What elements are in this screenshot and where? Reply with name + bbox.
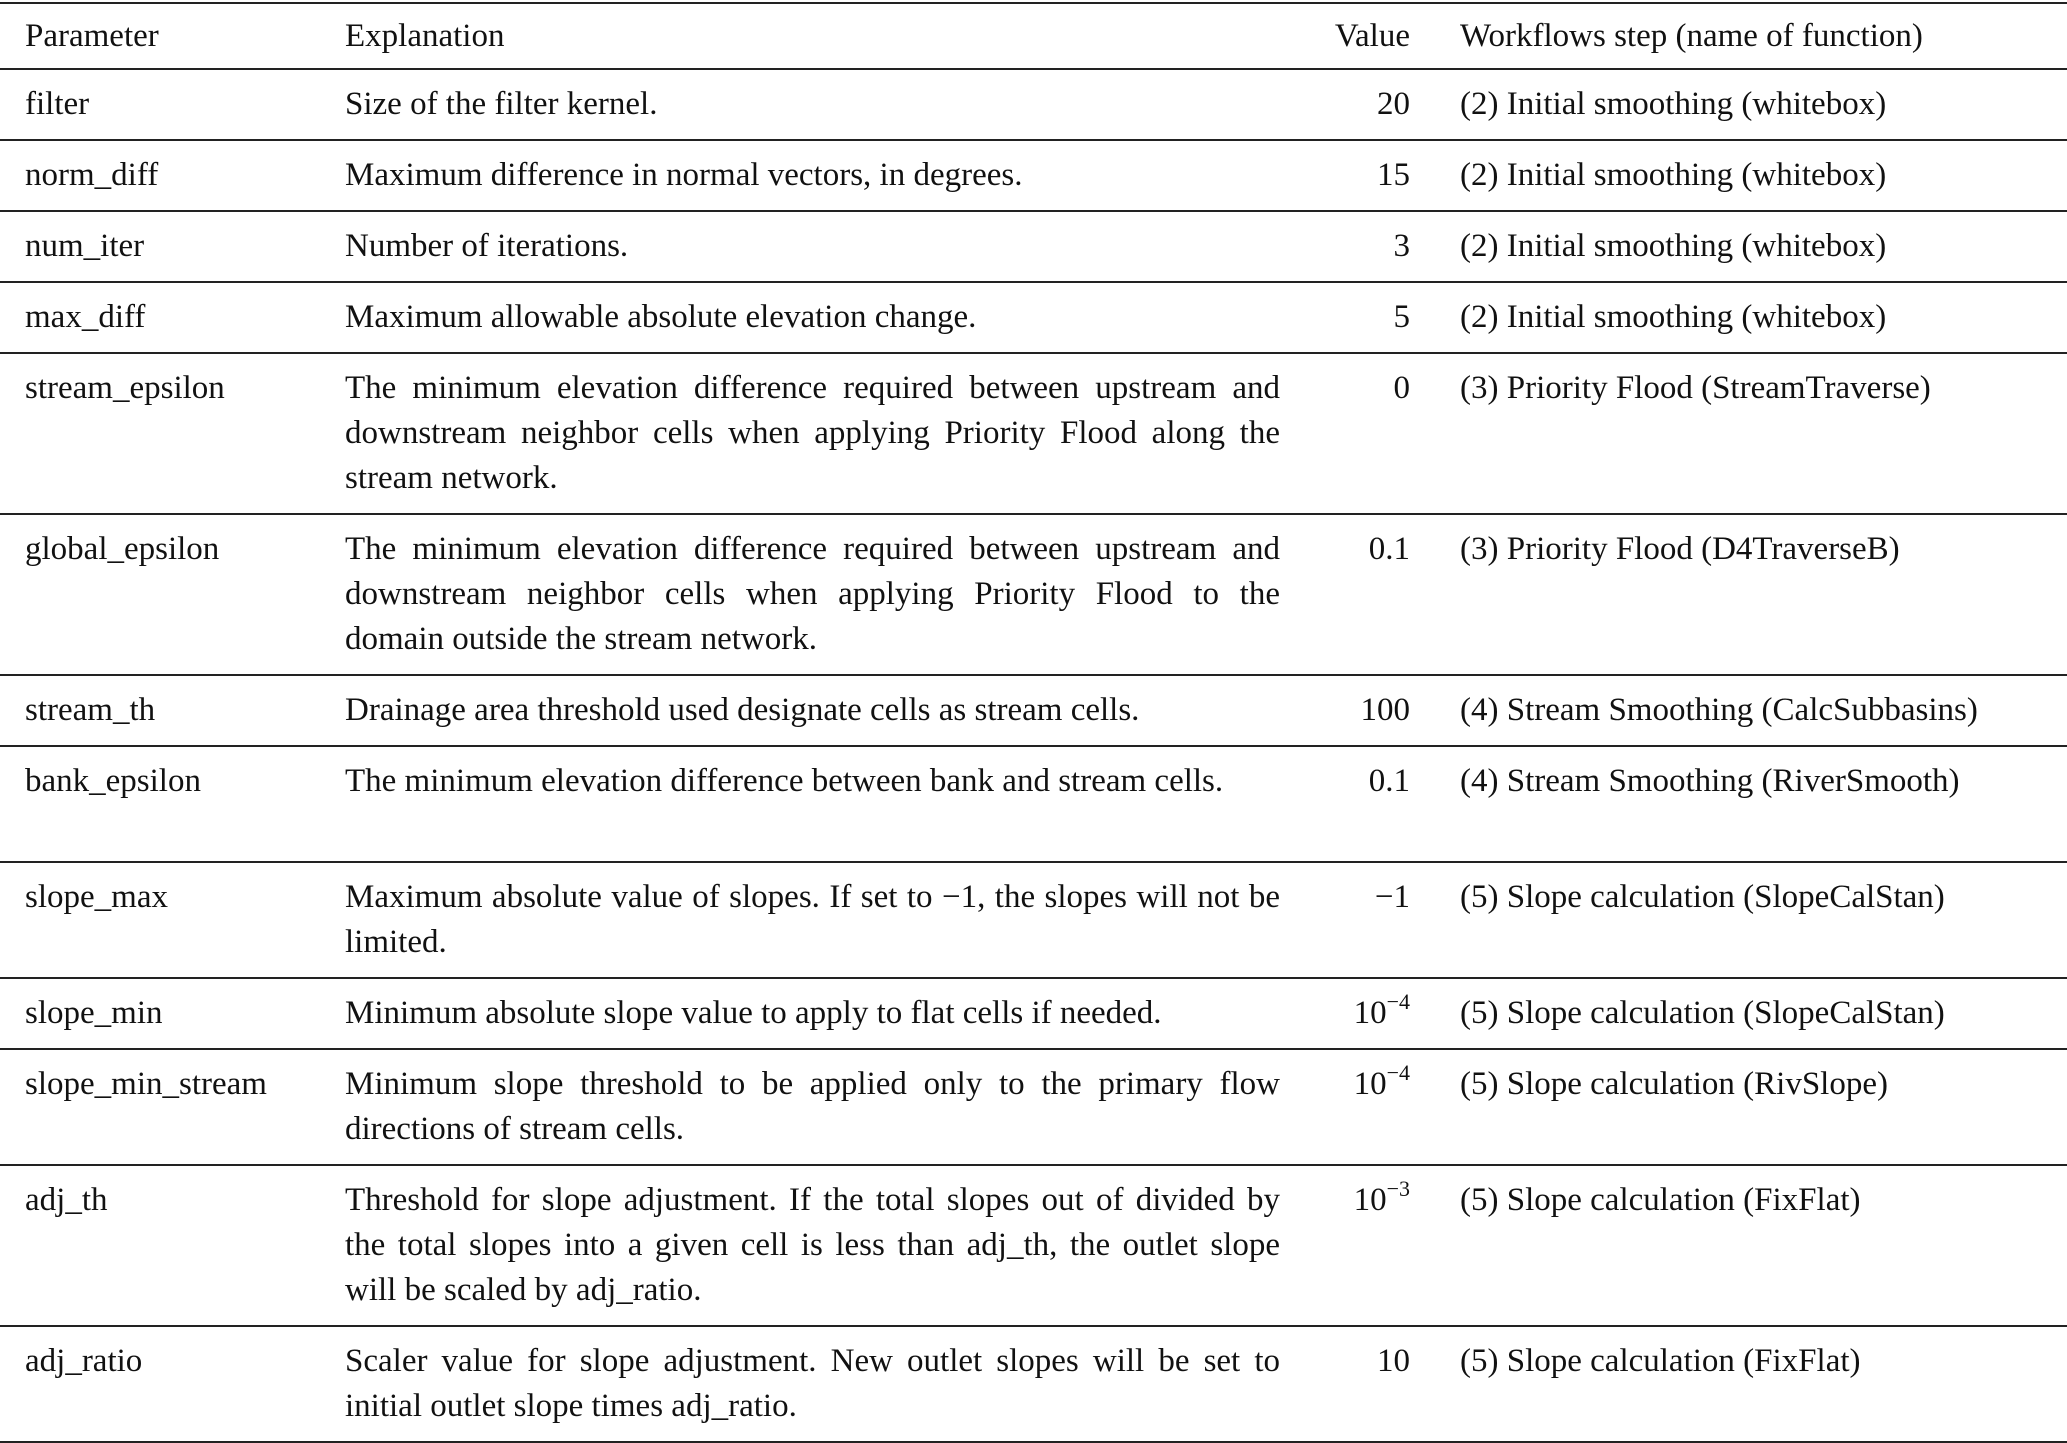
cell-value bbox=[1280, 211, 1410, 282]
cell-workflow: (2) Initial smoothing (whitebox) bbox=[1410, 282, 2067, 353]
header-parameter: Parameter bbox=[0, 3, 345, 69]
cell-value bbox=[1280, 1165, 1410, 1326]
cell-parameter: slope_min_stream bbox=[0, 1049, 345, 1165]
cell-workflow: (4) Stream Smoothing (RiverSmooth) bbox=[1410, 746, 2067, 862]
cell-parameter: slope_max bbox=[0, 862, 345, 978]
cell-workflow: (5) Slope calculation (SlopeCalStan) bbox=[1410, 978, 2067, 1049]
cell-explanation: The minimum elevation difference required between upstream and downstream neighbor cells when applying Priority Flood along the stream network. bbox=[345, 353, 1280, 514]
table-row bbox=[0, 69, 2067, 140]
cell-parameter: adj_ratio bbox=[0, 1326, 345, 1442]
cell-explanation: Scaler value for slope adjustment. New outlet slopes will be set to initial outlet slope times adj_ratio. bbox=[345, 1326, 1280, 1442]
cell-workflow: (2) Initial smoothing (whitebox) bbox=[1410, 140, 2067, 211]
table-row bbox=[0, 1049, 2067, 1165]
value-base: 20 bbox=[1377, 86, 1410, 122]
value-base: 0.1 bbox=[1368, 531, 1410, 567]
cell-parameter: norm_diff bbox=[0, 140, 345, 211]
table-row bbox=[0, 675, 2067, 746]
cell-explanation: Maximum absolute value of slopes. If set to −1, the slopes will not be limited. bbox=[345, 862, 1280, 978]
cell-value bbox=[1280, 862, 1410, 978]
value-base: 10 bbox=[1377, 1343, 1410, 1379]
table-row bbox=[0, 282, 2067, 353]
cell-explanation: Number of iterations. bbox=[345, 211, 1280, 282]
table-row bbox=[0, 978, 2067, 1049]
cell-value bbox=[1280, 1049, 1410, 1165]
table-row bbox=[0, 1165, 2067, 1326]
cell-explanation: The minimum elevation difference required between upstream and downstream neighbor cells when applying Priority Flood to the domain outside the stream network. bbox=[345, 514, 1280, 675]
cell-value bbox=[1280, 746, 1410, 862]
value-base: −1 bbox=[1374, 879, 1410, 915]
table-header-row bbox=[0, 3, 2067, 69]
cell-parameter: stream_th bbox=[0, 675, 345, 746]
cell-explanation: Size of the filter kernel. bbox=[345, 69, 1280, 140]
value-base: 15 bbox=[1377, 157, 1410, 193]
cell-workflow: (3) Priority Flood (StreamTraverse) bbox=[1410, 353, 2067, 514]
header-workflow: Workflows step (name of function) bbox=[1410, 3, 2067, 69]
cell-parameter: bank_epsilon bbox=[0, 746, 345, 862]
value-base: 10 bbox=[1353, 1066, 1387, 1102]
cell-workflow: (4) Stream Smoothing (CalcSubbasins) bbox=[1410, 675, 2067, 746]
value-exponent: −3 bbox=[1386, 1176, 1410, 1201]
cell-parameter: max_diff bbox=[0, 282, 345, 353]
cell-value bbox=[1280, 69, 1410, 140]
cell-value bbox=[1280, 282, 1410, 353]
table-row bbox=[0, 1326, 2067, 1442]
cell-parameter: stream_epsilon bbox=[0, 353, 345, 514]
header-explanation: Explanation bbox=[345, 3, 1280, 69]
cell-parameter: adj_th bbox=[0, 1165, 345, 1326]
table-row bbox=[0, 211, 2067, 282]
value-base: 10 bbox=[1353, 1182, 1387, 1218]
cell-workflow: (5) Slope calculation (RivSlope) bbox=[1410, 1049, 2067, 1165]
cell-value bbox=[1280, 353, 1410, 514]
cell-value bbox=[1280, 514, 1410, 675]
cell-explanation: The minimum elevation difference between bank and stream cells. bbox=[345, 746, 1280, 862]
value-exponent: −4 bbox=[1386, 1060, 1410, 1085]
cell-workflow: (5) Slope calculation (SlopeCalStan) bbox=[1410, 862, 2067, 978]
cell-explanation: Minimum absolute slope value to apply to flat cells if needed. bbox=[345, 978, 1280, 1049]
value-base: 0.1 bbox=[1368, 763, 1410, 799]
table-row bbox=[0, 140, 2067, 211]
value-base: 5 bbox=[1393, 299, 1410, 335]
header-value: Value bbox=[1280, 3, 1410, 69]
table-row bbox=[0, 862, 2067, 978]
table-row bbox=[0, 746, 2067, 862]
cell-explanation: Maximum difference in normal vectors, in degrees. bbox=[345, 140, 1280, 211]
cell-parameter: filter bbox=[0, 69, 345, 140]
table-row bbox=[0, 353, 2067, 514]
cell-explanation: Minimum slope threshold to be applied only to the primary flow directions of stream cells. bbox=[345, 1049, 1280, 1165]
value-base: 3 bbox=[1393, 228, 1410, 264]
cell-explanation: Drainage area threshold used designate cells as stream cells. bbox=[345, 675, 1280, 746]
cell-value bbox=[1280, 140, 1410, 211]
value-base: 0 bbox=[1393, 370, 1410, 406]
cell-value bbox=[1280, 675, 1410, 746]
cell-explanation: Threshold for slope adjustment. If the total slopes out of divided by the total slopes into a given cell is less than adj_th, the outlet slope will be scaled by adj_ratio. bbox=[345, 1165, 1280, 1326]
table-row bbox=[0, 514, 2067, 675]
cell-parameter: global_epsilon bbox=[0, 514, 345, 675]
cell-parameter: num_iter bbox=[0, 211, 345, 282]
cell-workflow: (2) Initial smoothing (whitebox) bbox=[1410, 211, 2067, 282]
parameter-table bbox=[0, 2, 2067, 1443]
value-base: 10 bbox=[1353, 995, 1387, 1031]
cell-workflow: (2) Initial smoothing (whitebox) bbox=[1410, 69, 2067, 140]
cell-parameter: slope_min bbox=[0, 978, 345, 1049]
cell-value bbox=[1280, 1326, 1410, 1442]
cell-workflow: (5) Slope calculation (FixFlat) bbox=[1410, 1165, 2067, 1326]
cell-workflow: (5) Slope calculation (FixFlat) bbox=[1410, 1326, 2067, 1442]
value-base: 100 bbox=[1360, 692, 1410, 728]
cell-value bbox=[1280, 978, 1410, 1049]
cell-workflow: (3) Priority Flood (D4TraverseB) bbox=[1410, 514, 2067, 675]
value-exponent: −4 bbox=[1386, 989, 1410, 1014]
cell-explanation: Maximum allowable absolute elevation change. bbox=[345, 282, 1280, 353]
